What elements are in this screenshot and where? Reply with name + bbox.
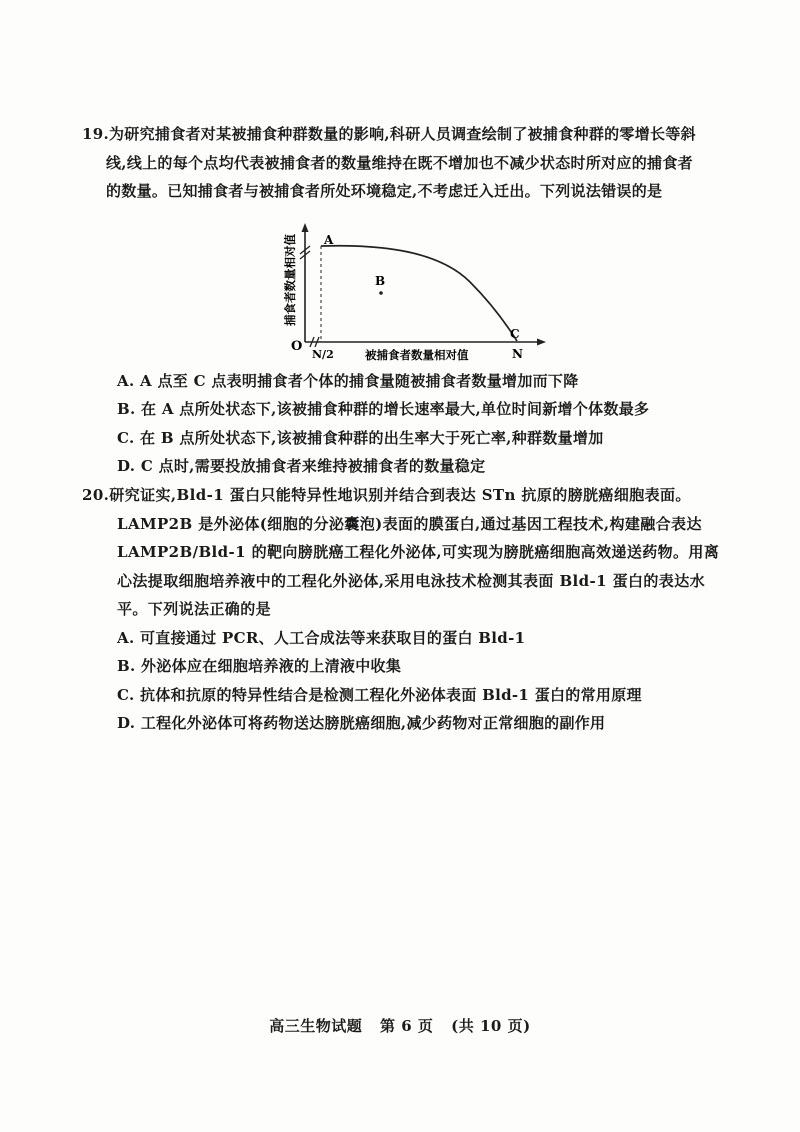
question-19-number: 19. <box>82 125 109 143</box>
point-b-dot <box>379 291 383 295</box>
isocline-graph <box>265 222 555 370</box>
x-axis-label: 被捕食者数量相对值 <box>365 348 469 362</box>
question-20-options <box>117 624 727 738</box>
question-20-line-4: 心法提取细胞培养液中的工程化外泌体,采用电泳技术检测其表面 Bld-1 蛋白的表达水 <box>117 571 705 590</box>
question-20-option-b[interactable]: B. 外泌体应在细胞培养液的上清液中收集 <box>117 657 402 676</box>
question-19-stem <box>82 120 722 206</box>
question-19-line-2: 线,线上的每个点均代表被捕食者的数量维持在既不增加也不减少状态时所对应的捕食者 <box>106 153 693 172</box>
y-axis-label: 捕食者数量相对值 <box>283 234 297 326</box>
question-19-option-c[interactable]: C. 在 B 点所处状态下,该被捕食种群的出生率大于死亡率,种群数量增加 <box>117 428 604 447</box>
question-20-option-c[interactable]: C. 抗体和抗原的特异性结合是检测工程化外泌体表面 Bld-1 蛋白的常用原理 <box>117 685 642 704</box>
point-c-label: C <box>510 327 520 341</box>
question-20-line-5: 平。下列说法正确的是 <box>117 600 272 619</box>
point-a-label: A <box>324 233 334 247</box>
question-20-number: 20. <box>82 486 110 504</box>
question-19-option-b[interactable]: B. 在 A 点所处状态下,该被捕食种群的增长速率最大,单位时间新增个体数最多 <box>117 400 650 419</box>
question-20-line-1: 20.研究证实,Bld-1 蛋白只能特异性地识别并结合到表达 STn 抗原的膀胱癌细胞表面。 <box>82 486 691 504</box>
origin-label: O <box>291 339 303 354</box>
footer-total-pages: (共 10 页) <box>451 1017 531 1035</box>
y-axis-arrow-icon <box>302 223 309 232</box>
question-20-stem <box>82 481 742 624</box>
isocline-figure <box>265 222 555 370</box>
question-19-line-3: 的数量。已知捕食者与被捕食者所处环境稳定,不考虑迁入迁出。下列说法错误的是 <box>106 182 663 200</box>
question-19-option-a[interactable]: A. A 点至 C 点表明捕食者个体的捕食量随被捕食者数量增加而下降 <box>117 372 579 390</box>
x-tick-n: N <box>512 347 523 361</box>
point-b-label: B <box>375 274 386 288</box>
footer-page-number: 第 6 页 <box>380 1017 434 1035</box>
page-footer <box>0 1015 800 1036</box>
question-20-line-3: LAMP2B/Bld-1 的靶向膀胱癌工程化外泌体,可实现为膀胱癌细胞高效递送药物。用离 <box>117 543 720 562</box>
question-20-option-a[interactable]: A. 可直接通过 PCR、人工合成法等来获取目的蛋白 Bld-1 <box>117 629 526 647</box>
question-19-line-1: 19.为研究捕食者对某被捕食种群数量的影响,科研人员调查绘制了被捕食种群的零增长等斜 <box>82 125 696 143</box>
question-20-option-d[interactable]: D. 工程化外泌体可将药物送达膀胱癌细胞,减少药物对正常细胞的副作用 <box>117 714 606 733</box>
isocline-curve <box>321 246 517 341</box>
x-axis-arrow-icon <box>537 339 546 346</box>
question-19-options <box>117 367 727 481</box>
question-20-line-2: LAMP2B 是外泌体(细胞的分泌囊泡)表面的膜蛋白,通过基因工程技术,构建融合表达 <box>117 514 702 533</box>
footer-subject: 高三生物试题 <box>269 1017 363 1035</box>
x-tick-n-half: N/2 <box>312 348 334 361</box>
question-19-option-d[interactable]: D. C 点时,需要投放捕食者来维持被捕食者的数量稳定 <box>117 457 486 476</box>
